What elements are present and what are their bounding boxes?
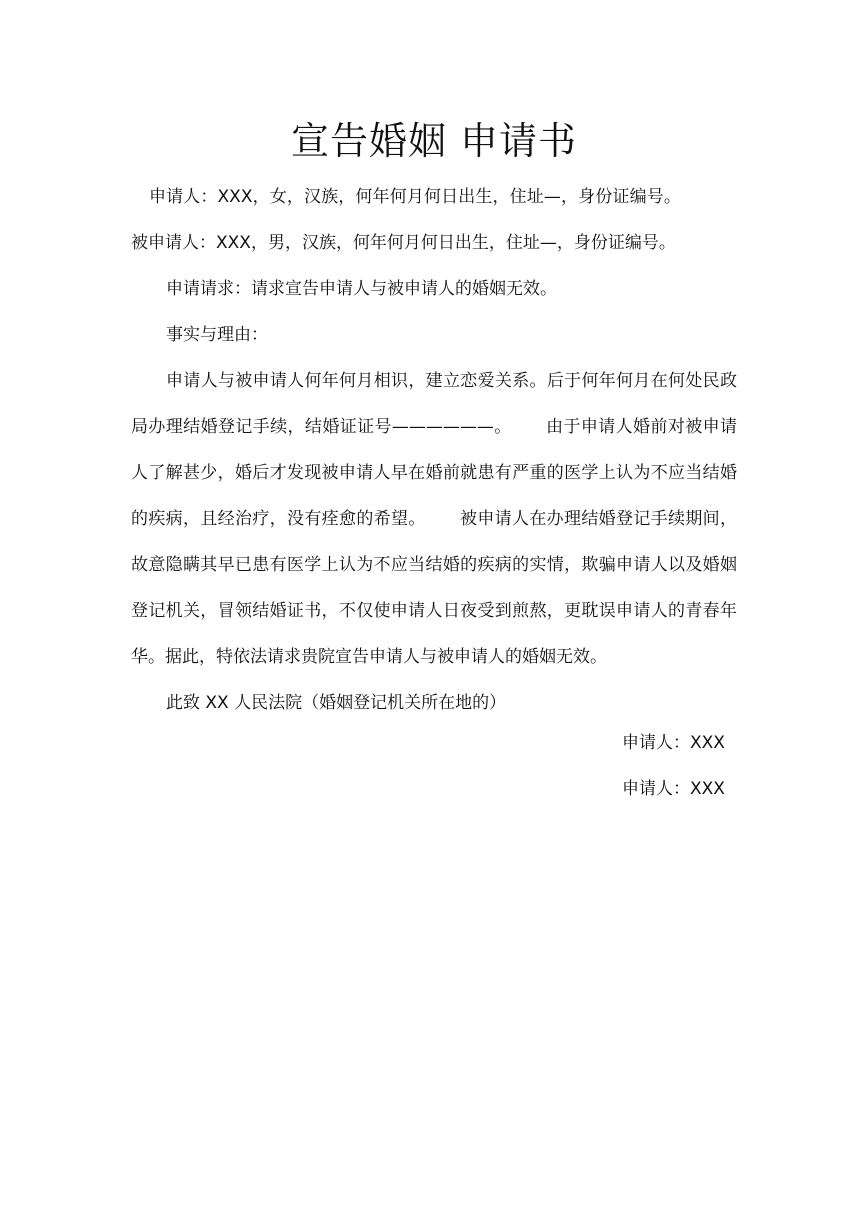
document-body — [131, 174, 737, 726]
document-title: 宣告婚姻 申请书 — [290, 119, 578, 163]
signature-line-1: 申请人：XXX — [622, 733, 725, 753]
facts-paragraph — [131, 358, 737, 680]
applicant-line: 申请人：XXX，女，汉族，何年何月何日出生，住址—，身份证编号。 — [149, 187, 681, 207]
request-paragraph: 申请请求：请求宣告申请人与被申请人的婚姻无效。 — [166, 279, 557, 299]
facts-part-3: 被申请人在办理结婚登记手续期间，故意隐瞒其早已患有医学上认为不应当结婚的疾病的实情，欺骗申请人以及婚姻登记机关，冒领结婚证书，不仅使申请人日夜受到煎熬，更耽误申请人的青春年华。据此，特依法请求贵院宣告申请人与被申请人的婚姻无效。 — [131, 509, 738, 667]
signature-line-2: 申请人：XXX — [622, 779, 725, 799]
facts-part-1: 申请人与被申请人何年何月相识，建立恋爱关系。后于何年何月在何处民政局办理结婚登记手续，结婚证证号——————。 — [131, 371, 737, 437]
respondent-line: 申请人：XXX，男，汉族，何年何月何日出生，住址—，身份证编号。 — [148, 233, 676, 253]
facts-part-2: 由于申请人婚前对被申请人了解甚少，婚后才发现被申请人早在婚前就患有严重的医学上认为不应当结婚的疾病，且经治疗，没有痊愈的希望。 — [131, 417, 738, 529]
closing-paragraph: 此致 XX 人民法院（婚姻登记机关所在地的） — [166, 693, 507, 713]
applicant-paragraph — [131, 174, 737, 266]
facts-heading: 事实与理由： — [166, 325, 268, 345]
respondent-prefix: 被 — [131, 233, 148, 253]
